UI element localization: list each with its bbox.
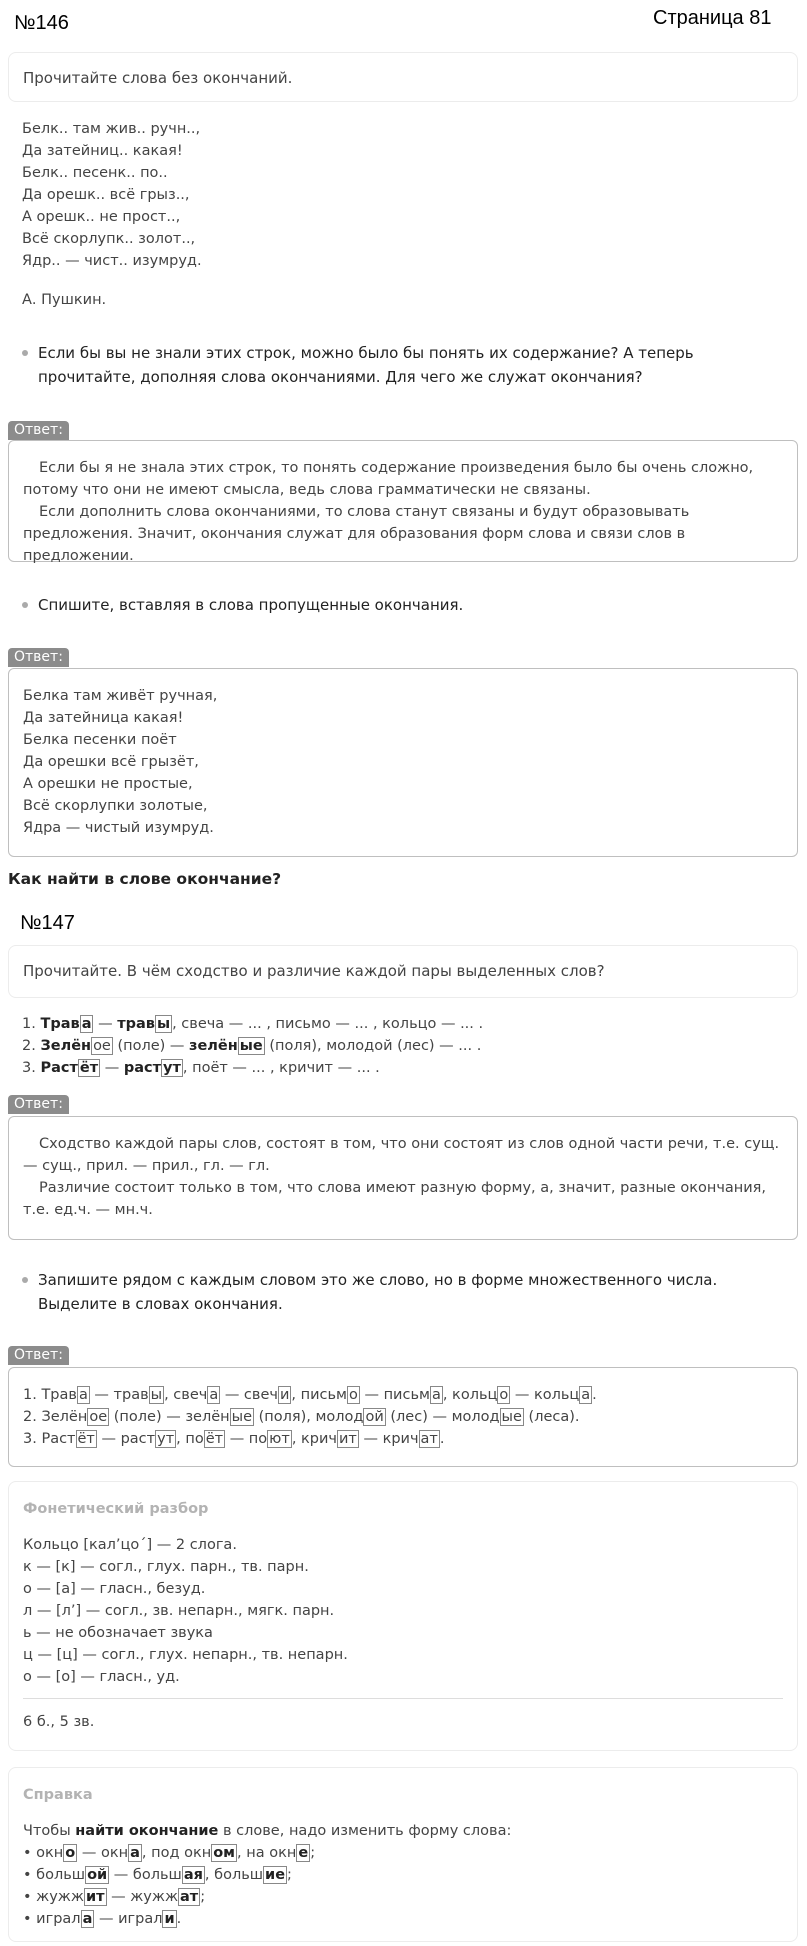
answer-line: Всё скорлупки золотые, xyxy=(23,798,208,814)
word-pair-line: 3. Раст ёт — раст ут , поёт — ... , кричит — ... . xyxy=(22,1060,380,1076)
poem-line: Белк.. там жив.. ручн.., xyxy=(22,121,201,137)
reference-example: • жужж ит — жужж ат ; xyxy=(23,1889,206,1905)
divider xyxy=(23,1698,783,1699)
phonetic-analysis-card xyxy=(8,1481,798,1751)
answer-line: Да орешки всё грызёт, xyxy=(23,754,199,770)
answer-line: А орешки не простые, xyxy=(23,776,193,792)
plural-form-line: 3. Раст ёт — раст ут , по ёт — по ют , крич ит — крич ат . xyxy=(23,1431,445,1447)
question-1: Если бы вы не знали этих строк, можно было бы понять их содержание? А теперь прочитайте, дополняя слова окончаниями. Для чего же служат окончания? xyxy=(22,341,782,389)
answer-label: Ответ: xyxy=(8,1346,69,1365)
reference-title: Справка xyxy=(23,1787,93,1803)
phonetic-line: к — [к] — согл., глух. парн., тв. парн. xyxy=(23,1559,309,1575)
word-pair-line: 1. Трав а — трав ы , свеча — ... , письмо — ... , кольцо — ... . xyxy=(22,1016,484,1032)
reference-example: • окн о — окн а , под окн ом , на окн е ; xyxy=(23,1845,316,1861)
reference-card xyxy=(8,1767,798,1942)
question-3: Запишите рядом с каждым словом это же слово, но в форме множественного числа. Выделите в словах окончания. xyxy=(22,1268,782,1316)
answer-paragraph: Сходство каждой пары слов, состоят в том, что они состоят из слов одной части речи, т.е. сущ. — сущ., прил. — прил., гл. — гл. xyxy=(23,1136,780,1174)
answer-box-3 xyxy=(8,1116,798,1240)
poem-line: А орешк.. не прост.., xyxy=(22,209,181,225)
task-text: Прочитайте слова без окончаний. xyxy=(23,69,293,87)
exercise-number-146: №146 xyxy=(14,12,69,34)
answer-box-2 xyxy=(8,668,798,857)
poem-line: Белк.. песенк.. по.. xyxy=(22,165,168,181)
word-pair-line: 2. Зелён ое (поле) — зелён ые (поля), молодой (лес) — ... . xyxy=(22,1038,482,1054)
answer-paragraph: Если бы я не знала этих строк, то понять содержание произведения было бы очень сложно, потому что они не имеют смысла, ведь слова грамматически не связаны. xyxy=(23,460,754,498)
answer-label: Ответ: xyxy=(8,1095,69,1114)
phonetic-line: ь — не обозначает звука xyxy=(23,1625,213,1641)
task-card-146 xyxy=(8,52,798,102)
poem-author: А. Пушкин. xyxy=(22,292,107,308)
section-heading: Как найти в слове окончание? xyxy=(8,870,282,888)
phonetic-line: Кольцо [кал’цо´] — 2 слога. xyxy=(23,1537,237,1553)
phonetic-line: о — [о] — гласн., уд. xyxy=(23,1669,180,1685)
answer-paragraph: Если дополнить слова окончаниями, то слова станут связаны и будут образовывать предложения. Значит, окончания служат для образования форм слова и связи слов в предложении. xyxy=(23,504,690,564)
answer-box-1 xyxy=(8,440,798,562)
answer-box-4 xyxy=(8,1367,798,1467)
phonetic-line: ц — [ц] — согл., глух. непарн., тв. непарн. xyxy=(23,1647,348,1663)
answer-line: Белка песенки поёт xyxy=(23,732,177,748)
exercise-number-147: №147 xyxy=(20,912,75,934)
answer-label: Ответ: xyxy=(8,648,69,667)
task-card-147 xyxy=(8,945,798,998)
reference-example: • играл а — играл и . xyxy=(23,1911,182,1927)
answer-line: Белка там живёт ручная, xyxy=(23,688,218,704)
answer-line: Ядра — чистый изумруд. xyxy=(23,820,214,836)
poem-line: Ядр.. — чист.. изумруд. xyxy=(22,253,202,269)
poem-line: Да затейниц.. какая! xyxy=(22,143,183,159)
phonetic-summary: 6 б., 5 зв. xyxy=(23,1714,95,1730)
page-number-label: Страница 81 xyxy=(653,7,772,29)
task-text: Прочитайте. В чём сходство и различие каждой пары выделенных слов? xyxy=(23,962,605,980)
question-2: Спишите, вставляя в слова пропущенные окончания. xyxy=(22,593,782,617)
plural-form-line: 1. Трав а — трав ы , свеч а — свеч и , письм о — письм а , кольц о — кольц а . xyxy=(23,1387,597,1403)
poem-line: Всё скорлупк.. золот.., xyxy=(22,231,196,247)
poem-without-endings xyxy=(22,118,202,272)
plural-form-line: 2. Зелён ое (поле) — зелён ые (поля), молод ой (лес) — молод ые (леса). xyxy=(23,1409,580,1425)
answer-label: Ответ: xyxy=(8,421,69,440)
reference-example: • больш ой — больш ая , больш ие ; xyxy=(23,1867,292,1883)
phonetic-line: о — [а] — гласн., безуд. xyxy=(23,1581,206,1597)
answer-line: Да затейница какая! xyxy=(23,710,184,726)
answer-paragraph: Различие состоит только в том, что слова имеют разную форму, а, значит, разные окончания, т.е. ед.ч. — мн.ч. xyxy=(23,1180,767,1218)
phonetic-line: л — [л’] — согл., зв. непарн., мягк. парн. xyxy=(23,1603,335,1619)
poem-line: Да орешк.. всё грыз.., xyxy=(22,187,190,203)
reference-intro: Чтобы найти окончание в слове, надо изменить форму слова: xyxy=(23,1823,512,1839)
word-pairs-list xyxy=(22,1013,483,1079)
phonetic-title: Фонетический разбор xyxy=(23,1501,209,1517)
